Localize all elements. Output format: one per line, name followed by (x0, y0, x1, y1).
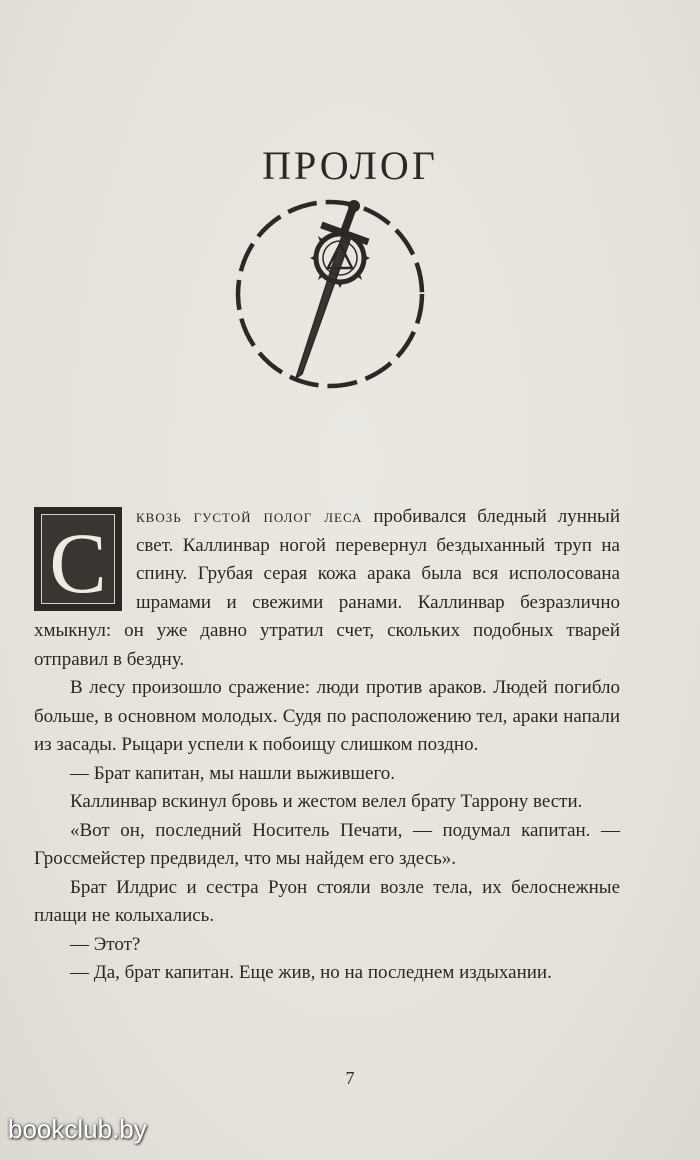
dialogue-line-2: — Этот? (70, 933, 141, 955)
paragraph-1-text: пробивался бледный лунный свет. Каллинвар ногой перевернул бездыханный труп на спину. Грубая серая кожа арака была вся исполосована шрамами и свежими ранами. Каллинвар безразлично хмыкнул: он уже давно утратил счет, скольких подобных тварей отправил в бездну. (34, 506, 620, 670)
dropcap-illuminated-letter (34, 507, 122, 611)
opening-small-caps: квозь густой полог леса (136, 506, 363, 527)
paragraph-3: Каллинвар вскинул бровь и жестом велел брату Таррону вести. (70, 791, 583, 812)
site-watermark: bookclub.by (8, 1114, 147, 1144)
dropcap-letter: С (49, 515, 107, 611)
dropcap-ornament-frame (41, 514, 115, 611)
paragraph-2: В лесу произошло сражение: люди против араков. Людей погибло больше, в основном молодых. Судя по расположению тел, араки напали из засады. Рыцари успели к побоищу слишком поздно. (34, 677, 620, 755)
paragraph-5: Брат Илдрис и сестра Руон стояли возле тела, их белоснежные плащи не колыхались. (34, 876, 620, 926)
page-number: 7 (345, 1068, 355, 1088)
paragraph-4: «Вот он, последний Носитель Печати, — подумал капитан. — Гроссмейстер предвидел, что мы найдем его здесь». (34, 819, 620, 869)
chapter-title: ПРОЛОГ (262, 143, 438, 188)
dialogue-line-3: — Да, брат капитан. Еще жив, но на последнем издыхании. (70, 962, 552, 983)
sword-with-star-seal-icon (232, 196, 428, 392)
dialogue-line-1: — Брат капитан, мы нашли выжившего. (70, 762, 396, 784)
prologue-text (34, 503, 620, 988)
